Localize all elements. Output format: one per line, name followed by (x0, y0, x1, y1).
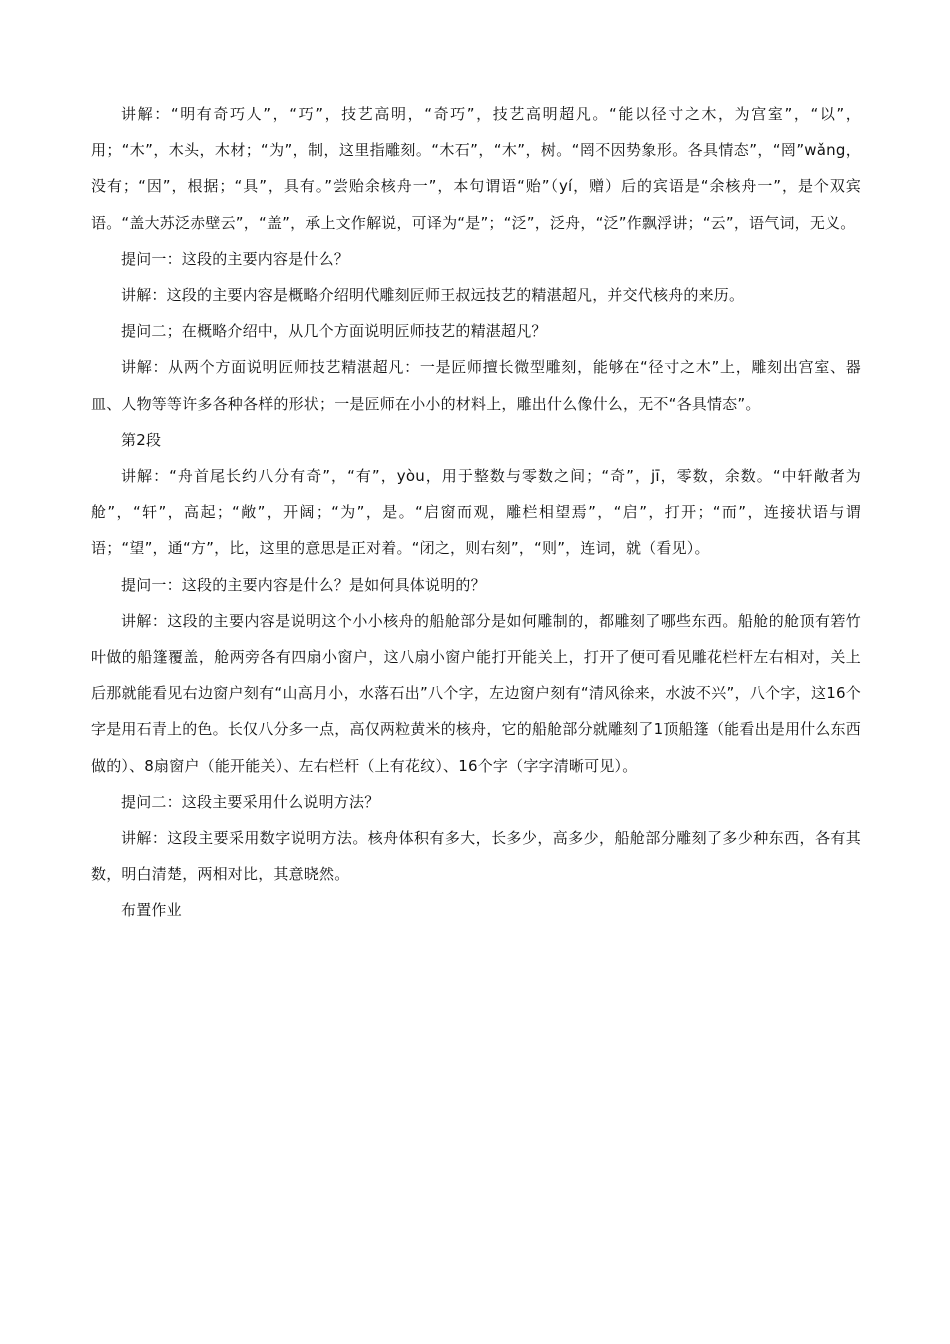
paragraph-question-4: 提问二：这段主要采用什么说明方法？ (121, 792, 380, 811)
paragraph-explanation-5: 讲解：这段的主要内容是说明这个小小核舟的船舱部分是如何雕制的，都雕刻了哪些东西。船舱的舱顶有箬竹叶做的船篷覆盖，舱两旁各有四扇小窗户，这八扇小窗户能打开能关上，打开了便可看见雕花栏杆左右相对，关上后那就能看见右边窗户刻有“山高月小，水落石出”八个字，左边窗户刻有“清风徐来，水波不兴”，八个字，这16个字是用石青上的色。长仅八分多一点，高仅两粒黄米的核舟，它的船舱部分就雕刻了1顶船篷（能看出是用什么东西做的）、8扇窗户（能开能关）、左右栏杆（上有花纹）、16个字（字字清晰可见）。 (91, 611, 861, 775)
paragraph-explanation-6: 讲解：这段主要采用数字说明方法。核舟体积有多大，长多少，高多少，船舱部分雕刻了多少种东西，各有其数，明白清楚，两相对比，其意晓然。 (91, 829, 861, 884)
section-heading-paragraph-2: 第2段 (121, 430, 162, 449)
document-body (91, 96, 861, 929)
paragraph-question-3: 提问一：这段的主要内容是什么？是如何具体说明的？ (121, 575, 486, 594)
paragraph-homework: 布置作业 (121, 901, 182, 920)
paragraph-explanation-3: 讲解：从两个方面说明匠师技艺精湛超凡：一是匠师擅长微型雕刻，能够在“径寸之木”上，雕刻出宫室、器皿、人物等等许多各种各样的形状；一是匠师在小小的材料上，雕出什么像什么，无不“各具情态”。 (91, 358, 861, 413)
paragraph-explanation-4: 讲解：“舟首尾长约八分有奇”，“有”，yòu，用于整数与零数之间；“奇”，jī，零数，余数。“中轩敞者为舱”，“轩”，高起；“敞”，开阔；“为”，是。“启窗而观，雕栏相望焉”，“启”，打开；“而”，连接状语与谓语；“望”，通“方”，比，这里的意思是正对着。“闭之，则右刻”，“则”，连词，就（看见）。 (91, 467, 861, 558)
paragraph-explanation-2: 讲解：这段的主要内容是概略介绍明代雕刻匠师王叔远技艺的精湛超凡，并交代核舟的来历。 (121, 286, 745, 305)
paragraph-explanation-1: 讲解：“明有奇巧人”，“巧”，技艺高明，“奇巧”，技艺高明超凡。“能以径寸之木，为宫室”，“以”，用；“木”，木头，木材；“为”，制，这里指雕刻。“木石”，“木”，树。“罔不因势象形。各具情态”，“罔”wǎng，没有；“因”，根据；“具”，具有。”尝贻余核舟一”，本句谓语“贻”（yí，赠）后的宾语是“余核舟一”，是个双宾语。“盖大苏泛赤壁云”，“盖”，承上文作解说，可译为“是”；“泛”，泛舟，“泛”作飘浮讲；“云”，语气词，无义。 (91, 105, 861, 232)
paragraph-question-1: 提问一：这段的主要内容是什么？ (121, 249, 350, 268)
paragraph-question-2: 提问二；在概略介绍中，从几个方面说明匠师技艺的精湛超凡？ (121, 322, 547, 341)
